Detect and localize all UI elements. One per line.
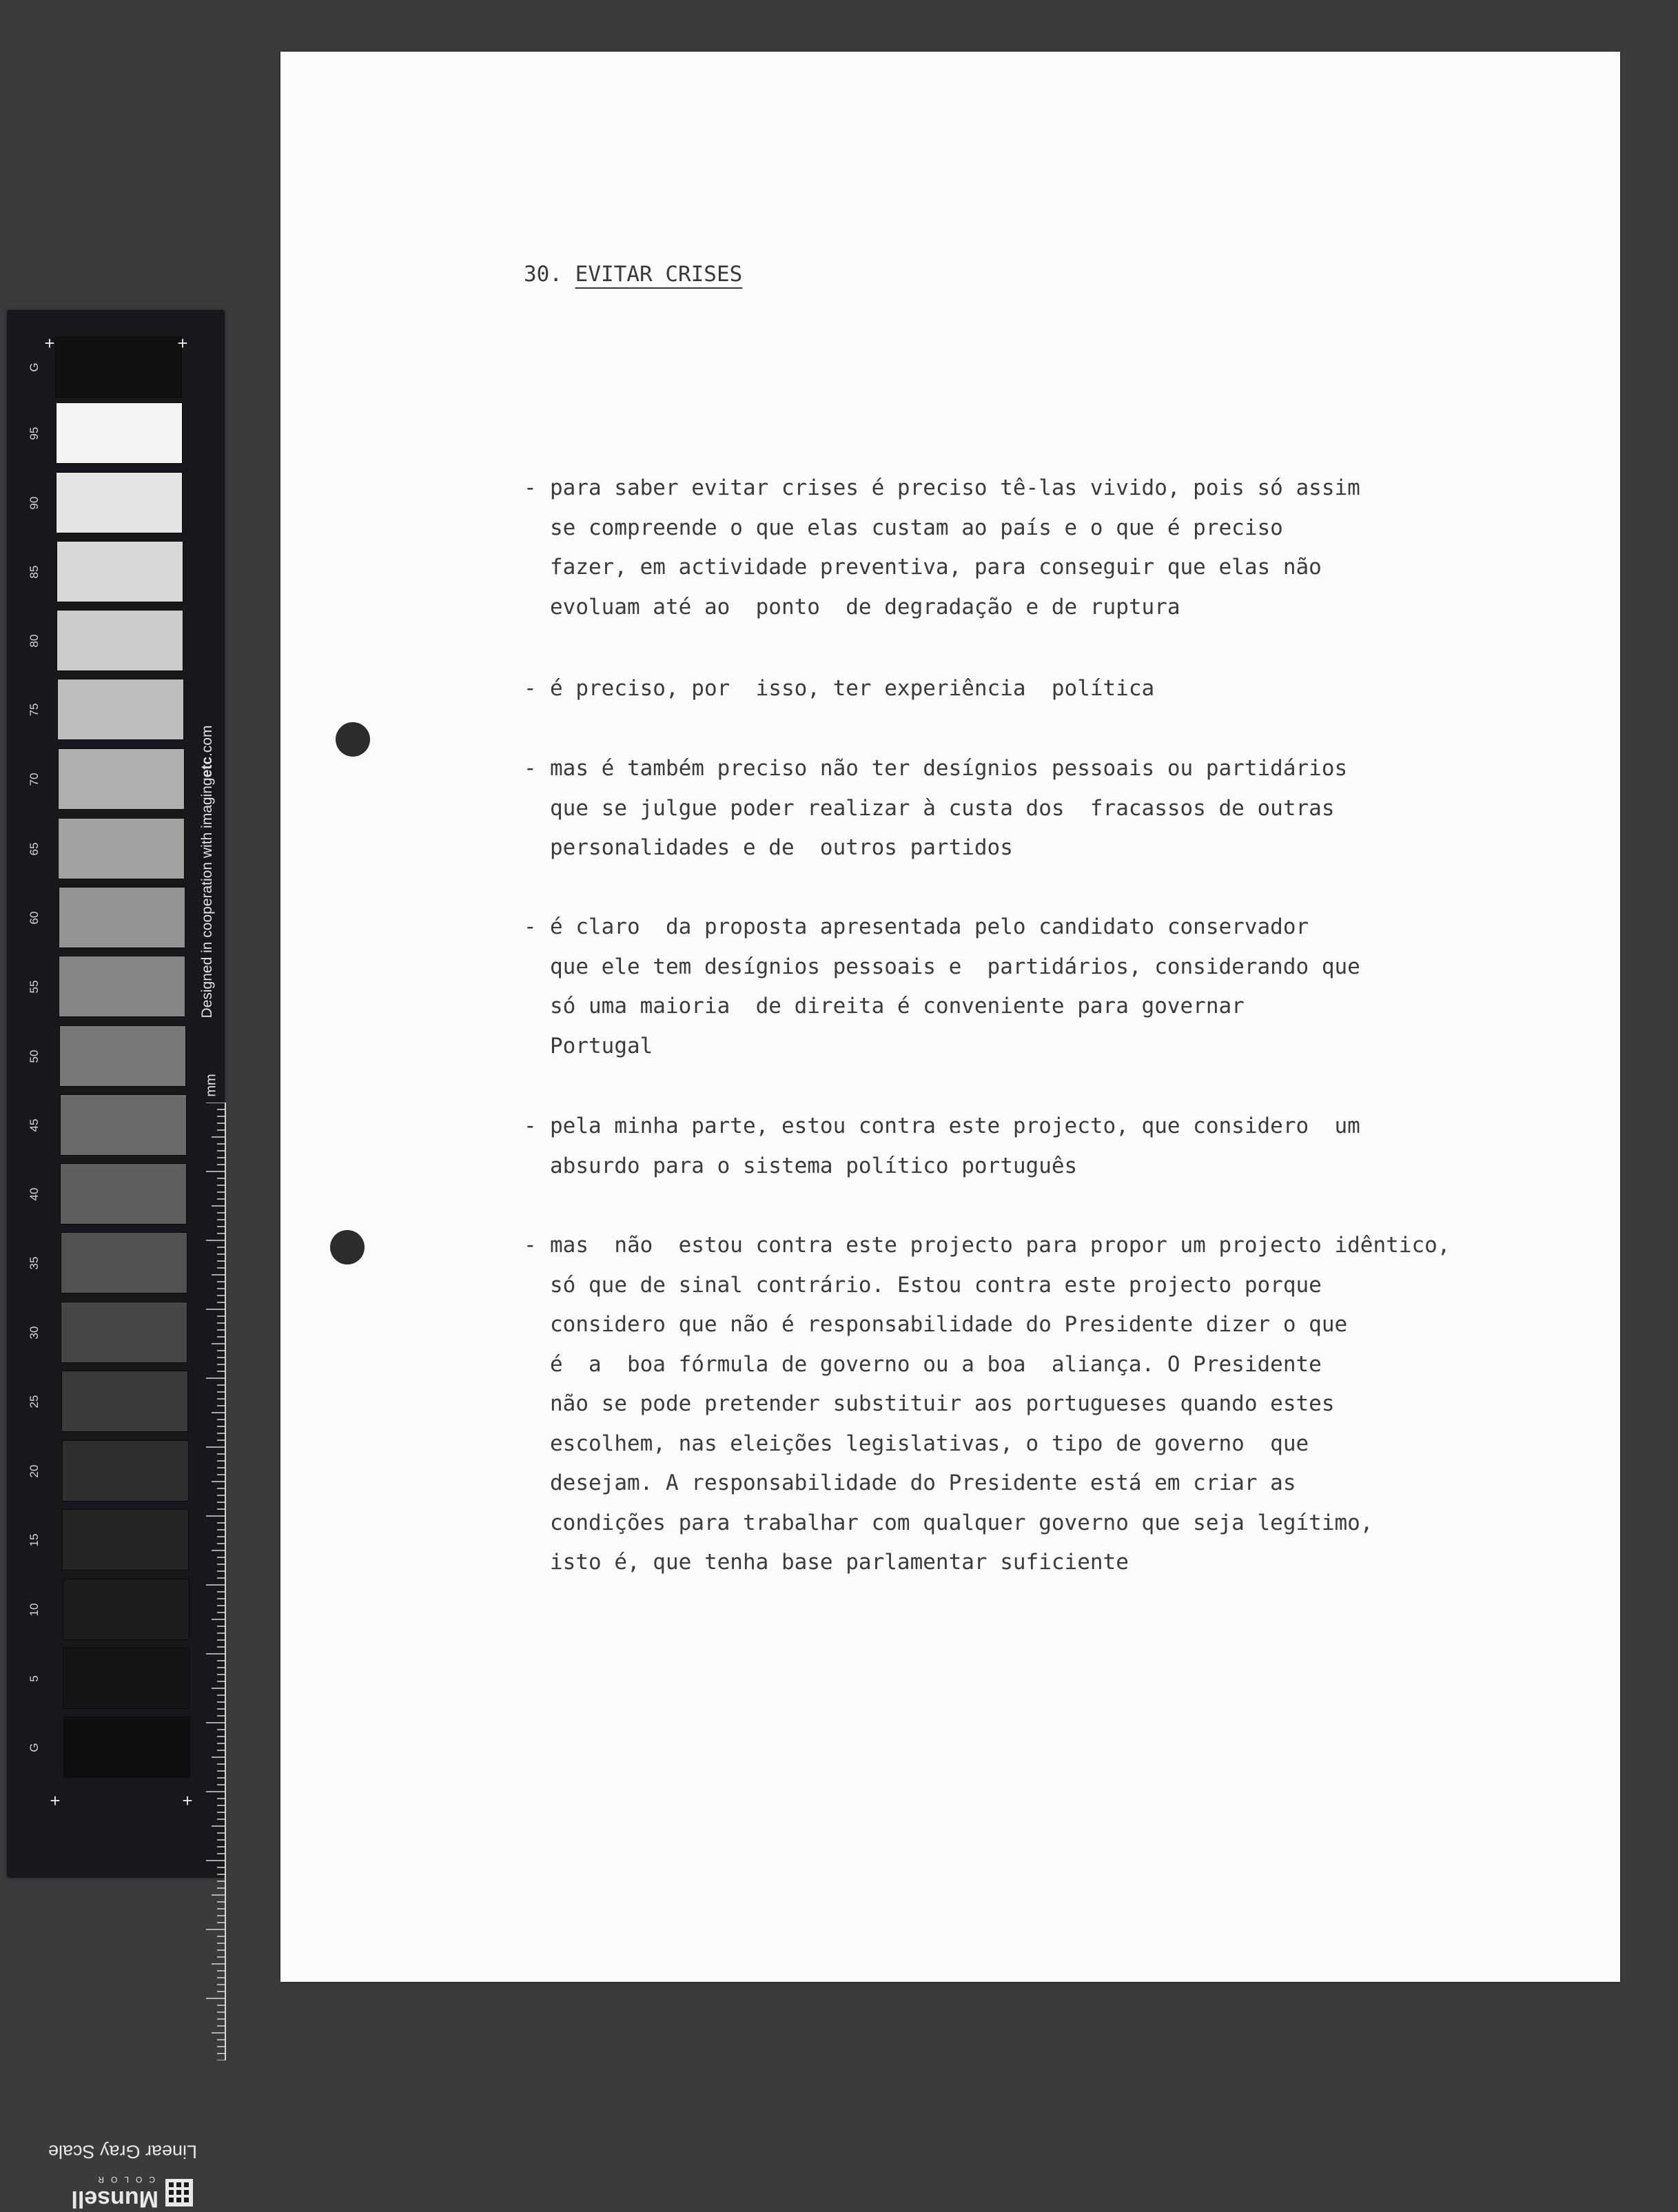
registration-mark-plus: + (182, 1790, 193, 1811)
text-line: mas é também preciso não ter desígnios pessoais ou partidários (550, 756, 1348, 781)
text-line: é preciso, por isso, ter experiência política (550, 676, 1155, 701)
bullet-dash: - (524, 1233, 537, 1258)
gray-scale-card (7, 310, 225, 2212)
text-line: desejam. A responsabilidade do Presidente está em criar as (550, 1471, 1296, 1495)
munsell-logo-icon (165, 2179, 193, 2206)
gray-patch-label: 60 (28, 911, 41, 925)
paragraph (524, 1107, 1557, 1186)
text-line: evoluam até ao ponto de degradação e de ruptura (550, 594, 1180, 619)
gray-patch-label: 85 (28, 565, 41, 579)
gray-patch (57, 679, 184, 740)
gray-patch-label: 70 (28, 772, 41, 786)
gray-patch-label: G (28, 362, 41, 372)
brand-subtitle: COLOR (91, 2175, 155, 2184)
gray-patch (57, 541, 183, 602)
registration-mark-plus: + (44, 333, 55, 354)
paragraph (524, 669, 1557, 709)
text-line: que se julgue poder realizar à custa dos fracassos de outras (550, 795, 1335, 821)
paragraph-lines (550, 469, 1557, 627)
text-line: não se pode pretender substituir aos portugueses quando estes (550, 1391, 1335, 1416)
text-line: isto é, que tenha base parlamentar suficiente (550, 1550, 1129, 1575)
ruler-scale (196, 1103, 227, 2060)
gray-patch-label: 95 (28, 427, 41, 440)
gray-patch (63, 1648, 190, 1709)
gray-patch (62, 1509, 189, 1570)
gray-patch (59, 956, 185, 1017)
text-line: só uma maioria de direita é conveniente para governar (550, 994, 1245, 1018)
bullet-dash: - (524, 475, 537, 500)
gray-patch (58, 818, 185, 879)
text-line: condições para trabalhar com qualquer governo que seja legítimo, (550, 1510, 1373, 1535)
punch-hole (330, 1230, 365, 1264)
gray-patch (61, 1302, 187, 1363)
ruler-unit-label: mm (203, 1074, 219, 1097)
gray-patch-label: 35 (28, 1256, 41, 1270)
text-line: fazer, em actividade preventiva, para conseguir que elas não (550, 555, 1322, 580)
document-page (280, 52, 1620, 1982)
gray-patch (62, 1440, 189, 1502)
paragraph (524, 469, 1557, 627)
bullet-dash: - (524, 756, 537, 781)
text-line: absurdo para o sistema político português (550, 1153, 1078, 1178)
text-line: é claro da proposta apresentada pelo candidato conservador (550, 914, 1309, 939)
gray-patch-label: 75 (28, 703, 41, 717)
gray-patch-label: 45 (28, 1118, 41, 1132)
paragraph (524, 908, 1557, 1066)
card-title: Linear Gray Scale (48, 2141, 198, 2162)
text-line: escolhem, nas eleições legislativas, o tipo de governo que (550, 1431, 1309, 1456)
text-line: só que de sinal contrário. Estou contra este projecto porque (550, 1272, 1322, 1298)
gray-patch-label: 30 (28, 1326, 41, 1340)
paragraph-lines (550, 749, 1557, 868)
gray-patch (60, 1094, 187, 1156)
text-line: para saber evitar crises é preciso tê-las vivido, pois só assim (550, 475, 1360, 500)
paragraph-lines (550, 1107, 1557, 1186)
gray-patch (61, 1371, 188, 1432)
munsell-logo (69, 2171, 193, 2212)
paragraph (524, 749, 1557, 868)
gray-patch-label: 90 (28, 496, 41, 510)
registration-mark-plus: + (177, 333, 188, 354)
gray-patch-label: 40 (28, 1187, 41, 1201)
section-title: EVITAR CRISES (575, 262, 743, 287)
gray-patch (59, 887, 185, 948)
gray-patch (59, 1025, 186, 1087)
gray-patch (61, 1232, 187, 1293)
text-line: pela minha parte, estou contra este projecto, que considero um (550, 1114, 1360, 1138)
paragraph-lines (550, 1226, 1557, 1583)
gray-patch-label: 15 (28, 1533, 41, 1547)
brand-name: Munsell (71, 2186, 158, 2212)
gray-patch-label: 65 (28, 842, 41, 856)
gray-patch-label: G (28, 1743, 41, 1752)
bullet-dash: - (524, 1114, 537, 1138)
gray-patch-label: 80 (28, 634, 41, 648)
gray-patch-label: 20 (28, 1464, 41, 1478)
bullet-dash: - (524, 676, 537, 701)
gray-patch (56, 472, 183, 533)
registration-mark-plus: + (50, 1790, 61, 1811)
card-credit-text: Designed in cooperation with imagingetc.com (199, 725, 215, 1018)
text-line: considero que não é responsabilidade do Presidente dizer o que (550, 1312, 1348, 1337)
punch-hole (336, 722, 370, 757)
gray-patch (63, 1717, 190, 1778)
text-line: é a boa fórmula de governo ou a boa aliança. O Presidente (550, 1351, 1322, 1377)
gray-patch-label: 25 (28, 1395, 41, 1409)
gray-patch (56, 402, 183, 464)
gray-patch (57, 610, 183, 671)
section-number: 30. (524, 262, 562, 287)
bullet-dash: - (524, 914, 537, 939)
gray-patch-label: 5 (28, 1675, 41, 1682)
gray-patch (58, 748, 185, 810)
text-line: personalidades e de outros partidos (550, 835, 1013, 860)
gray-patch (55, 336, 182, 398)
text-line: Portugal (550, 1033, 653, 1058)
text-line: mas não estou contra este projecto para propor um projecto idêntico, (550, 1233, 1451, 1258)
gray-patch (60, 1163, 187, 1225)
text-line: se compreende o que elas custam ao país e o que é preciso (550, 515, 1283, 540)
gray-patch (63, 1579, 190, 1640)
gray-patch-label: 10 (28, 1603, 41, 1617)
paragraph (524, 1226, 1557, 1583)
paragraph-lines (550, 669, 1557, 709)
text-line: que ele tem desígnios pessoais e partidários, considerando que (550, 954, 1360, 979)
gray-patch-label: 50 (28, 1049, 41, 1063)
paragraph-lines (550, 908, 1557, 1066)
gray-patch-label: 55 (28, 980, 41, 994)
section-heading (524, 262, 742, 287)
